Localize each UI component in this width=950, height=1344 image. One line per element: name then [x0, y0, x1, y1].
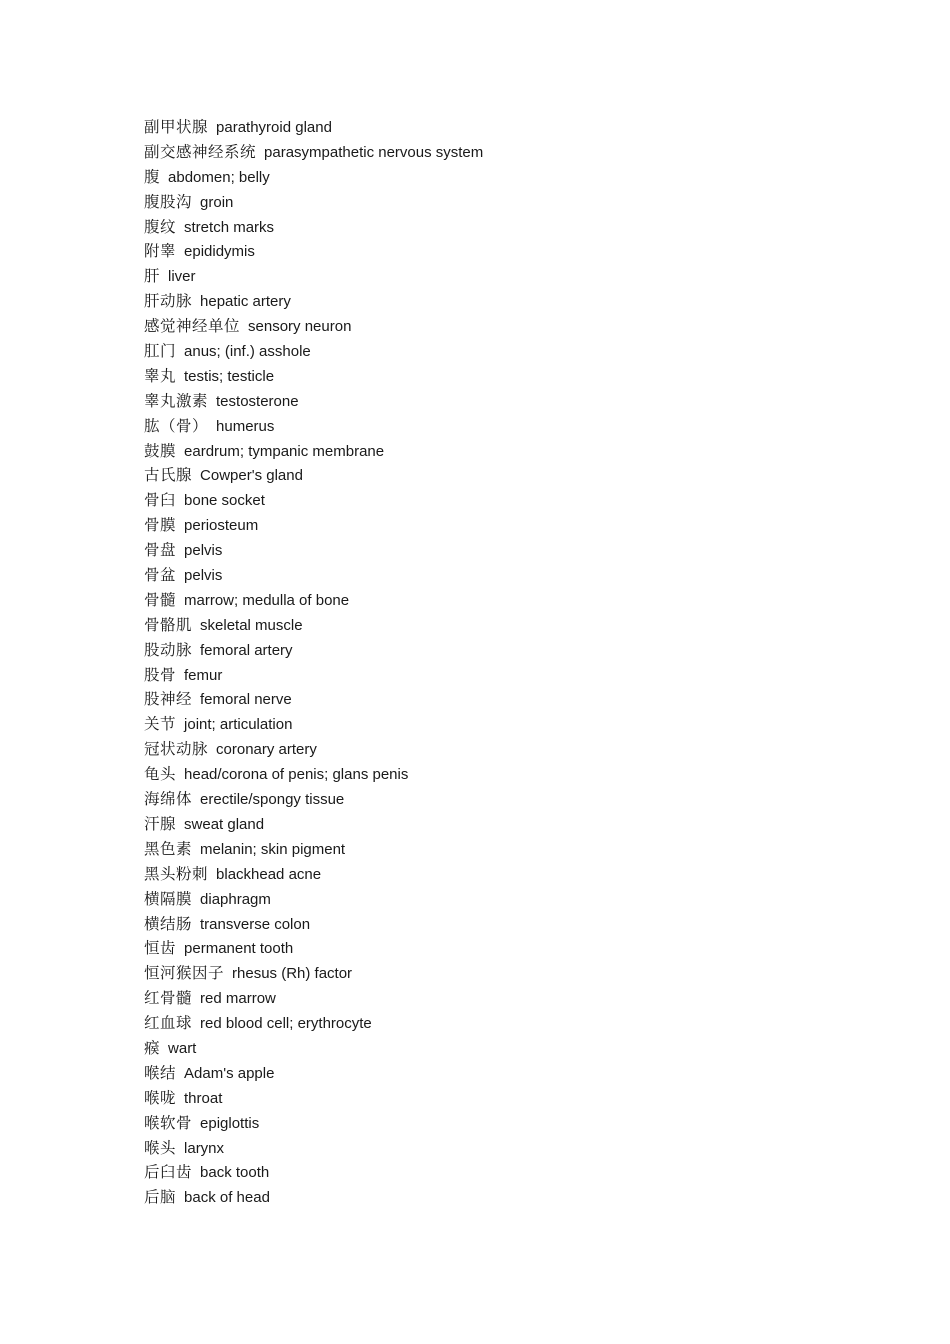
chinese-term: 股动脉 [144, 640, 193, 659]
chinese-term: 骨盘 [144, 541, 177, 560]
chinese-term: 股神经 [144, 690, 193, 709]
english-term: anus; (inf.) asshole [184, 343, 311, 361]
chinese-term: 黑色素 [144, 839, 193, 858]
english-term: parathyroid gland [216, 119, 332, 136]
english-term: rhesus (Rh) factor [232, 965, 353, 983]
chinese-term: 黑头粉刺 [144, 864, 209, 883]
glossary-entry [144, 190, 483, 215]
chinese-term: 肱（骨） [144, 416, 209, 435]
chinese-term: 腹纹 [144, 217, 177, 236]
glossary-entry [144, 289, 483, 314]
english-term: sensory neuron [248, 318, 352, 336]
english-term: hepatic artery [200, 293, 291, 311]
glossary-entry [144, 513, 483, 538]
glossary-entry [144, 762, 483, 787]
glossary-entry [144, 737, 483, 762]
english-term: red blood cell; erythrocyte [200, 1015, 372, 1033]
chinese-term: 附睾 [144, 242, 177, 261]
english-term: back tooth [200, 1164, 270, 1182]
english-term: skeletal muscle [200, 616, 303, 634]
english-term: larynx [184, 1139, 225, 1157]
chinese-term: 喉咙 [144, 1088, 177, 1107]
english-term: coronary artery [216, 741, 317, 759]
glossary-entry [144, 314, 483, 339]
glossary-entry [144, 1160, 483, 1185]
english-term: sweat gland [184, 815, 265, 833]
english-term: back of head [184, 1189, 270, 1207]
chinese-term: 喉结 [144, 1063, 177, 1082]
chinese-term: 龟头 [144, 765, 177, 784]
glossary-entry [144, 215, 483, 240]
glossary-entry [144, 538, 483, 563]
chinese-term: 肝 [144, 267, 161, 286]
glossary-entry [144, 339, 483, 364]
english-term: humerus [216, 417, 275, 435]
english-term: bone socket [184, 492, 265, 510]
chinese-term: 副交感神经系统 [144, 142, 257, 161]
chinese-term: 后脑 [144, 1188, 177, 1207]
glossary-entry [144, 239, 483, 264]
chinese-term: 骨臼 [144, 491, 177, 510]
english-term: femoral nerve [200, 691, 292, 709]
chinese-term: 肛门 [144, 342, 177, 361]
chinese-term: 骨膜 [144, 516, 177, 535]
glossary-entry [144, 961, 483, 986]
chinese-term: 红骨髓 [144, 989, 193, 1008]
english-term: groin [200, 193, 234, 211]
english-term: epididymis [184, 243, 255, 261]
glossary-entry [144, 115, 483, 140]
glossary-entry [144, 1036, 483, 1061]
english-term: red marrow [200, 990, 276, 1008]
glossary-entry [144, 687, 483, 712]
chinese-term: 后臼齿 [144, 1163, 193, 1182]
glossary-entry [144, 439, 483, 464]
english-term: erectile/spongy tissue [200, 791, 345, 809]
english-term: liver [168, 268, 196, 286]
english-term: parasympathetic nervous system [264, 143, 484, 161]
chinese-term: 横结肠 [144, 914, 193, 933]
chinese-term: 海绵体 [144, 790, 193, 809]
glossary-entry [144, 389, 483, 414]
glossary-entry [144, 588, 483, 613]
english-term: testis; testicle [184, 367, 275, 385]
chinese-term: 腹股沟 [144, 192, 193, 211]
chinese-term: 喉软骨 [144, 1113, 193, 1132]
glossary-entry [144, 1111, 483, 1136]
glossary-entry [144, 1136, 483, 1161]
glossary-entry [144, 414, 483, 439]
english-term: periosteum [184, 517, 259, 535]
english-term: joint; articulation [184, 716, 293, 734]
english-term: Adam's apple [184, 1064, 275, 1082]
glossary-entry [144, 837, 483, 862]
english-term: stretch marks [184, 218, 275, 236]
glossary-entry [144, 1086, 483, 1111]
glossary-entry [144, 1061, 483, 1086]
glossary-entry [144, 912, 483, 937]
english-term: wart [168, 1039, 197, 1057]
glossary-entry [144, 1011, 483, 1036]
english-term: testosterone [216, 392, 299, 410]
chinese-term: 副甲状腺 [144, 118, 209, 136]
glossary-entry [144, 787, 483, 812]
glossary-entry [144, 613, 483, 638]
english-term: blackhead acne [216, 865, 322, 883]
english-term: abdomen; belly [168, 168, 270, 186]
glossary-entry [144, 165, 483, 190]
chinese-term: 恒齿 [144, 939, 177, 958]
chinese-term: 古氏腺 [144, 466, 193, 485]
english-term: femur [184, 666, 223, 684]
glossary-entry [144, 140, 483, 165]
english-term: femoral artery [200, 641, 293, 659]
english-term: diaphragm [200, 890, 271, 908]
glossary-entry [144, 862, 483, 887]
english-term: Cowper's gland [200, 467, 303, 485]
chinese-term: 喉头 [144, 1138, 177, 1157]
english-term: epiglottis [200, 1114, 260, 1132]
glossary-entry [144, 563, 483, 588]
glossary-list [144, 115, 483, 1210]
chinese-term: 汗腺 [144, 814, 177, 833]
glossary-entry [144, 812, 483, 837]
glossary-entry [144, 663, 483, 688]
glossary-entry [144, 936, 483, 961]
chinese-term: 瘊 [144, 1038, 161, 1057]
glossary-entry [144, 712, 483, 737]
chinese-term: 冠状动脉 [144, 740, 209, 759]
glossary-entry [144, 887, 483, 912]
english-term: transverse colon [200, 915, 311, 933]
glossary-entry [144, 264, 483, 289]
glossary-entry [144, 1185, 483, 1210]
glossary-entry [144, 488, 483, 513]
glossary-entry [144, 638, 483, 663]
glossary-entry [144, 463, 483, 488]
english-term: melanin; skin pigment [200, 840, 346, 858]
chinese-term: 骨盆 [144, 566, 177, 585]
english-term: pelvis [184, 542, 223, 560]
chinese-term: 感觉神经单位 [144, 317, 241, 336]
english-term: permanent tooth [184, 940, 294, 958]
chinese-term: 鼓膜 [144, 441, 177, 460]
english-term: eardrum; tympanic membrane [184, 442, 385, 460]
chinese-term: 关节 [144, 715, 177, 734]
chinese-term: 睾丸激素 [144, 391, 209, 410]
chinese-term: 红血球 [144, 1014, 193, 1033]
english-term: marrow; medulla of bone [184, 591, 350, 609]
english-term: throat [184, 1089, 223, 1107]
glossary-entry [144, 364, 483, 389]
chinese-term: 睾丸 [144, 366, 177, 385]
chinese-term: 恒河猴因子 [144, 964, 225, 983]
chinese-term: 肝动脉 [144, 292, 193, 311]
chinese-term: 腹 [144, 167, 161, 186]
chinese-term: 骨髓 [144, 590, 177, 609]
chinese-term: 横隔膜 [144, 889, 193, 908]
english-term: pelvis [184, 567, 223, 585]
glossary-entry [144, 986, 483, 1011]
english-term: head/corona of penis; glans penis [184, 766, 409, 784]
chinese-term: 骨骼肌 [144, 615, 193, 634]
chinese-term: 股骨 [144, 665, 177, 684]
